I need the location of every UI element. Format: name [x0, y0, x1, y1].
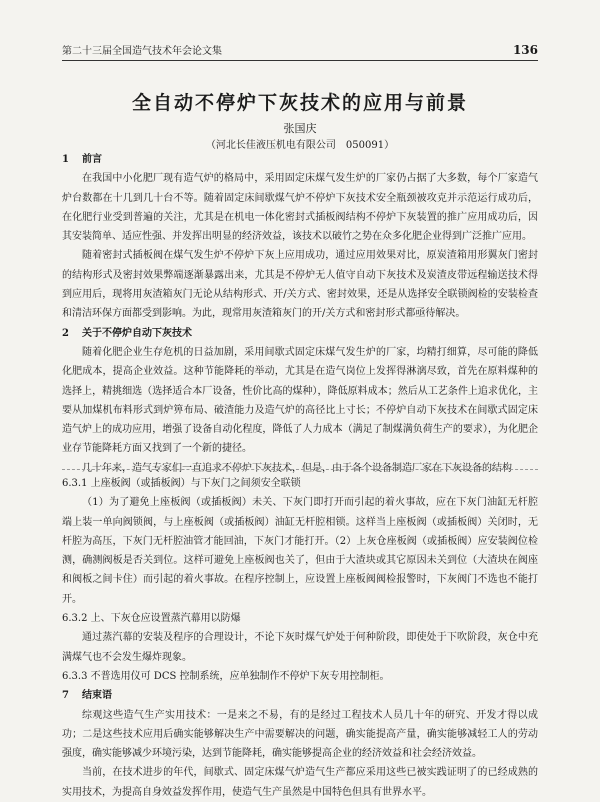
section-heading-1	[62, 150, 538, 169]
author: 张国庆	[283, 122, 317, 135]
section-title: 前言	[82, 154, 102, 165]
affiliation: （河北长佳液压机电有限公司 050091）	[205, 140, 395, 151]
body-top	[62, 150, 538, 478]
paragraph: 随着化肥企业生存危机的日益加剧，采用间歇式固定床煤气发生炉的厂家，均精打细算，尽可能的降低化肥成本，提高企业效益。这种节能降耗的举动，尤其是在造气岗位上发挥得淋漓尽致，首先在原料煤种的选择上，精挑细选（选择适合本厂设备，性价比高的煤种），降低原料成本；然后从工艺条件上追求优化，主要从加煤机布料形式到炉箅布局、破渣能力及造气炉的高径比上寸长；不停炉自动下灰技术在间歇式固定床造气炉上的成功应用，增强了设备自动化程度，降低了人力成本（满足了制煤满负荷生产的要求），为化肥企业存节能降耗方面又找到了一个新的捷径。	[62, 346, 538, 455]
section-number: 2	[62, 327, 69, 339]
section-heading-7	[62, 686, 538, 705]
paragraph: 在我国中小化肥厂现有造气炉的格局中，采用固定床煤气发生炉的厂家仍占据了大多数，每个厂家造气炉台数都在十几到几十台不等。随着固定床间歇煤气炉不停炉下灰技术安全瓶颈被攻克并示范运行成功后，在化肥行业受到普遍的关注，尤其是在机电一体化密封式插板阀结构不停炉下灰装置的推广应用成功后，因其安装简单、适应性强、并发挥出明显的经济效益，该技术以破竹之势在众多化肥企业得到广泛推广应用。	[62, 173, 538, 243]
body-bottom	[62, 474, 538, 802]
paragraph: 随着密封式插板阀在煤气发生炉不停炉下灰上应用成功，通过应用效果对比，原炭渣箱用形翼灰门密封的结构形式及密封效果弊端逐渐暴露出来，尤其是不停炉无人值守自动下灰技术及炭渣皮带远程输送技术得到应用后，现将用灰渣箱灰门无论从结构形式、开/关方式、密封效果，还是从选择安全联锁阀检的安装检查和清洁环保方面都受到影响。为此，现常用灰渣箱灰门的开/关方式和密封形式都亟待解决。	[62, 250, 538, 320]
section-title: 结束语	[82, 690, 112, 702]
section-number: 1	[62, 154, 69, 165]
page-number: 136	[512, 43, 538, 57]
subsection-heading-6-3-1: 6.3.1 上座板阀（或插板阀）与下灰门之间须安全联锁	[62, 478, 301, 489]
section-title: 关于不停炉自动下灰技术	[82, 327, 192, 339]
paragraph: 综观这些造气生产实用技术：一是来之不易，有的是经过工程技术人员几十年的研究、开发才得以成功；二是这些技术应用后确实能够解决生产中需要解决的问题，确实能提高产量，确实能够减轻工人的劳动强度，确实能够减少环境污染，达到节能降耗，确实能够提高企业的经济效益和社会经济效益。	[62, 709, 538, 760]
paragraph: 当前，在技术进步的年代，间歇式、固定床煤气炉造气生产都应采用这些已被实践证明了的已经成熟的实用技术，为提高自身效益发挥作用，使造气生产虽然是中国特色但具有世界水平。	[62, 767, 538, 798]
subsection-heading-6-3-3: 6.3.3 不普选用仪可 DCS 控制系统，应单独制作不停炉下灰专用控制柜。	[62, 670, 390, 682]
paragraph: 通过蒸汽幕的安装及程序的合理设计，不论下灰时煤气炉处于何种阶段，即使处于下吹阶段，灰仓中充满煤气也不会发生爆炸现象。	[62, 632, 538, 663]
paragraph: （1）为了避免上座板阀（或插板阀）未关、下灰门即打开而引起的着火事故，应在下灰门油缸无杆腔端上装一单向阀锁阀，与上座板阀（或插板阀）油缸无杆腔相锁。这样当上座板阀（或插板阀）关闭时，无杆腔为高压，下灰门无杆腔油管才能回油，下灰门才能打开。（2）上灰仓座板阀（或插板阀）应安装阀位检测，确测阀板是否关到位。这样可避免上座板阀也关了，但由于大渣块或其它原因未关到位（大渣块在阀座和阀板之间卡住）而引起的着火事故。在程序控制上，应设置上座板阀阀检报警时，下灰阀门不选也不能打开。	[62, 497, 538, 605]
header-journal: 第二十三届全国造气技术年会论文集	[62, 46, 222, 57]
section-heading-2	[62, 324, 538, 343]
subsection-heading-6-3-2: 6.3.2 上、下灰仓应设置蒸汽幕用以防爆	[62, 613, 241, 625]
running-header	[62, 42, 538, 61]
page-cut-divider	[62, 469, 538, 470]
paper-title: 全自动不停炉下灰技术的应用与前景	[131, 92, 468, 114]
section-number: 7	[62, 690, 69, 702]
paragraph: 几十年来，造气专家们一直追求不停炉下灰技术，但是，由于各个设备制造厂家在下灰设备的结构	[82, 462, 512, 474]
